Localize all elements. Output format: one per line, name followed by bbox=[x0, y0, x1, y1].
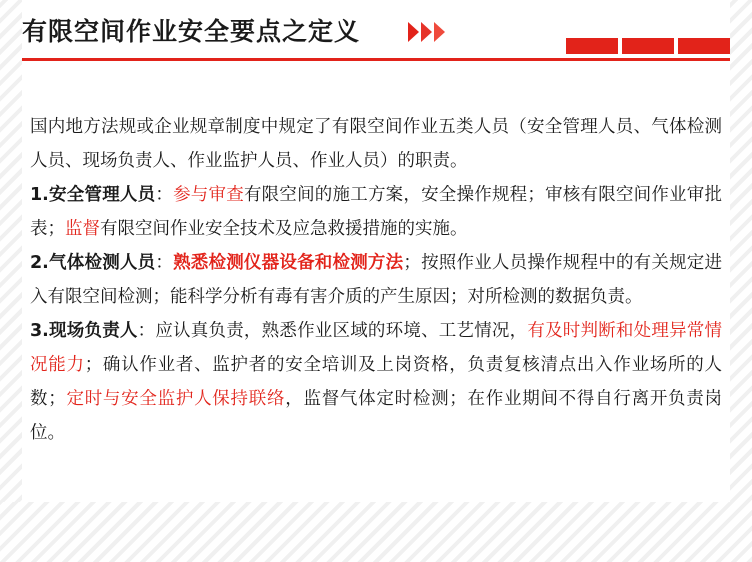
chevron-3 bbox=[434, 22, 445, 42]
chevron-2 bbox=[421, 22, 432, 42]
list-item-colon: ： bbox=[137, 321, 156, 341]
list-item-text-segment: 应认真负责，熟悉作业区域的环境、工艺情况， bbox=[155, 321, 528, 341]
list-item-number: 2. bbox=[30, 253, 49, 273]
list-item-number: 3. bbox=[30, 321, 49, 341]
intro-paragraph: 国内地方法规或企业规章制度中规定了有限空间作业五类人员（安全管理人员、气体检测人员、现场负责人、作业监护人员、作业人员）的职责。 bbox=[30, 117, 722, 171]
list-item bbox=[30, 314, 722, 450]
list-item-text-segment: 熟悉检测仪器设备和检测方法 bbox=[173, 253, 404, 273]
list-item-text-segment: ；确认作业者、监护者的安全培训及上岗资格，负责复核清点出入作业场所的人数； bbox=[30, 355, 723, 409]
header-divider bbox=[22, 58, 730, 61]
double-chevron-right-icon bbox=[408, 22, 445, 42]
accent-block-2 bbox=[622, 38, 674, 54]
list-item-text-segment: 监督 bbox=[65, 219, 100, 239]
list-item bbox=[30, 178, 722, 246]
decorative-hatch-right bbox=[730, 0, 752, 562]
list-item-text-segment: 参与审查 bbox=[173, 185, 244, 205]
list-item bbox=[30, 246, 722, 314]
list-item-colon: ： bbox=[155, 185, 174, 205]
list-item-label: 气体检测人员 bbox=[48, 253, 156, 273]
list-item-label: 安全管理人员 bbox=[48, 185, 156, 205]
header-accent-blocks bbox=[566, 38, 730, 54]
list-item-text-segment: ；按照作业人员操作规程中的有关规定进入有限空间检测；能科学分析有毒有害介质的产生原因；对所检测的数据负责。 bbox=[30, 253, 723, 307]
page-title: 有限空间作业安全要点之定义 bbox=[22, 17, 361, 46]
list-item-colon: ： bbox=[155, 253, 174, 273]
decorative-hatch-left bbox=[0, 0, 22, 562]
responsibility-list bbox=[30, 178, 722, 450]
accent-block-1 bbox=[566, 38, 618, 54]
slide-header bbox=[0, 0, 752, 62]
slide-body bbox=[30, 110, 722, 450]
list-item-label: 现场负责人 bbox=[48, 321, 138, 341]
decorative-hatch-bottom bbox=[0, 502, 752, 562]
accent-block-3 bbox=[678, 38, 730, 54]
list-item-text-segment: 定时与安全监护人保持联络 bbox=[65, 389, 286, 409]
list-item-text-segment: 有限空间作业安全技术及应急救援措施的实施。 bbox=[100, 219, 468, 239]
list-item-text-segment: 有限空间的施工方案，安全操作规程；审核有限空间作业审批表； bbox=[30, 185, 723, 239]
chevron-1 bbox=[408, 22, 419, 42]
list-item-number: 1. bbox=[30, 185, 49, 205]
list-item-text-segment: ，监督气体定时检测；在作业期间不得自行离开负责岗位。 bbox=[30, 389, 723, 443]
list-item-text-segment: 有及时判断和处理异常情况能力 bbox=[30, 321, 723, 375]
